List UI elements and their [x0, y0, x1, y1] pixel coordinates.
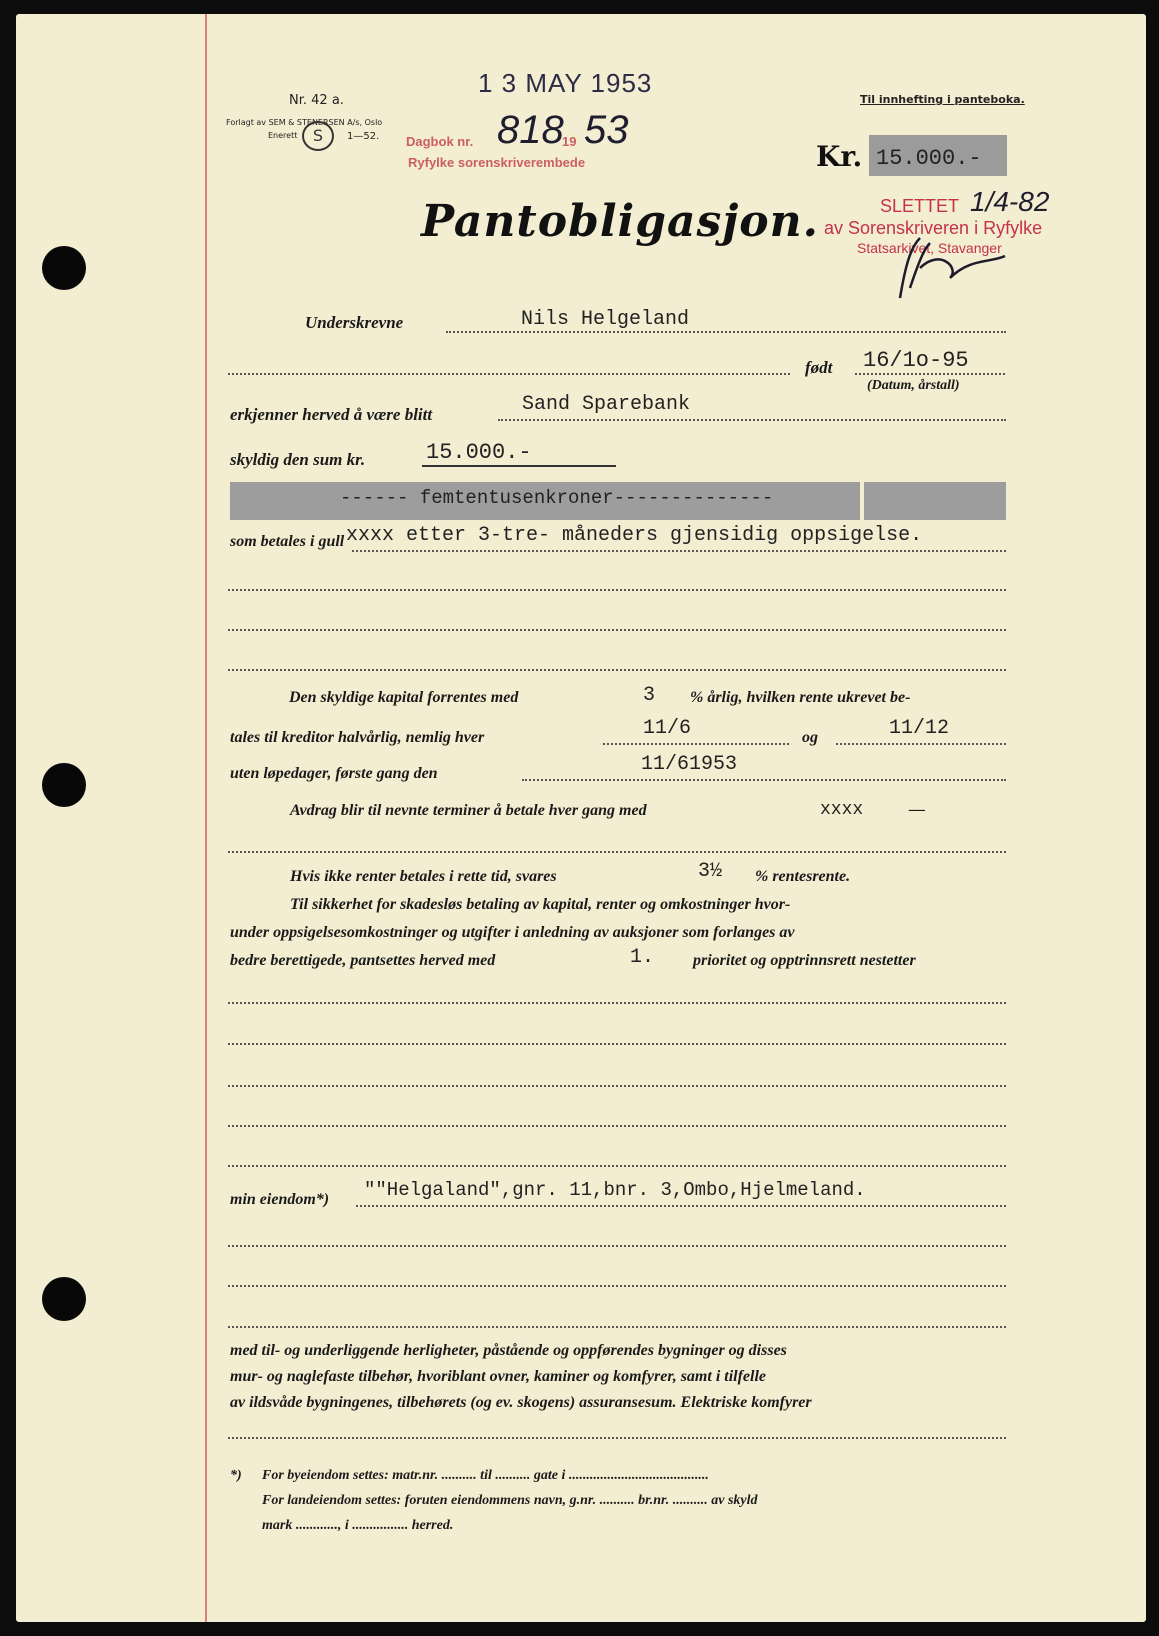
rentesrente-text: Hvis ikke renter betales i rette tid, svares — [290, 868, 557, 885]
margin-line — [205, 14, 207, 1622]
publisher-enerett: Enerett — [268, 131, 298, 140]
deletion-stamp-office: av Sorenskriveren i Ryfylke — [824, 218, 1043, 238]
office-stamp: Ryfylke sorenskriverembede — [408, 155, 586, 170]
punch-hole — [42, 1277, 86, 1321]
interest-rate: 3 — [643, 684, 656, 707]
dagbok-year: 53 — [584, 108, 629, 152]
blank-line — [228, 589, 1006, 591]
security-text-3-cont: prioritet og opptrinnsrett nestetter — [693, 952, 916, 969]
first-date-line — [522, 779, 1006, 781]
blank-line — [228, 373, 790, 375]
deletion-date: 1/4-82 — [970, 186, 1050, 217]
blank-line — [228, 669, 1006, 671]
deletion-stamp-archive: Statsarkivet, Stavanger — [857, 240, 1002, 256]
property-label: min eiendom*) — [230, 1191, 330, 1208]
blank-line — [228, 1437, 1006, 1439]
security-text-3: bedre berettigede, pantsettes herved med — [230, 952, 496, 969]
avdrag-value: xxxx — [820, 800, 864, 820]
date1-line — [603, 743, 789, 745]
interest-text: Den skyldige kapital forrentes med — [289, 689, 519, 706]
underskrevne-value: Nils Helgeland — [521, 308, 690, 331]
kr-amount: 15.000.- — [876, 146, 982, 171]
underskrevne-label: Underskrevne — [305, 313, 404, 332]
fodt-line — [855, 373, 1005, 375]
fodt-value: 16/1o-95 — [863, 348, 969, 373]
blank-line — [228, 1326, 1006, 1328]
publisher-logo: S — [302, 121, 334, 151]
publisher-line: Forlagt av SEM & STENERSEN A/s, Oslo — [226, 118, 383, 127]
first-payment-date: 11/61953 — [641, 753, 738, 776]
blank-line — [228, 1125, 1006, 1127]
registration-date-stamp: 1 3 MAY 1953 — [478, 68, 653, 98]
footnote-mark: *) — [230, 1468, 242, 1483]
blank-line — [228, 1002, 1006, 1004]
amount-words-box-end — [864, 482, 1006, 520]
punch-hole — [42, 763, 86, 807]
form-number: Nr. 42 a. — [289, 93, 344, 108]
blank-line — [228, 629, 1006, 631]
dagbok-number: 818 — [497, 108, 564, 152]
rentesrente-text-cont: % rentesrente. — [755, 868, 851, 885]
avdrag-text: Avdrag blir til nevnte terminer å betale hver gang med — [290, 802, 647, 819]
skyldig-line — [422, 465, 616, 467]
underskrevne-line — [446, 331, 1006, 333]
fodt-label: født — [805, 358, 833, 377]
betales-line — [352, 550, 1006, 552]
kr-label: Kr. — [816, 140, 863, 173]
interest-og: og — [802, 729, 818, 746]
punch-hole — [42, 246, 86, 290]
blank-line — [228, 851, 1006, 853]
erkjenner-value: Sand Sparebank — [522, 393, 691, 416]
blank-line — [228, 1043, 1006, 1045]
footnote-line-1: For byeiendom settes: matr.nr. .......... til .......... gate i ........................................ — [262, 1468, 709, 1483]
paragraph-line-1: med til- og underliggende herligheter, påstående og oppførendes bygninger og disses — [230, 1342, 787, 1359]
property-value: ""Helgaland",gnr. 11,bnr. 3,Ombo,Hjelmeland. — [364, 1179, 866, 1201]
betales-value: xxxx etter 3-tre- måneders gjensidig oppsigelse. — [346, 524, 923, 547]
dagbok-year-prefix: 19 — [562, 134, 577, 149]
blank-line — [228, 1165, 1006, 1167]
publisher-date: 1—52. — [347, 131, 380, 142]
skyldig-label: skyldig den sum kr. — [230, 450, 366, 469]
blank-line — [228, 1085, 1006, 1087]
dagbok-label: Dagbok nr. — [406, 134, 474, 149]
blank-line — [228, 1245, 1006, 1247]
paragraph-line-2: mur- og naglefaste tilbehør, hvoriblant ovner, kaminer og komfyrer, samt i tilfelle — [230, 1368, 767, 1385]
erkjenner-line — [498, 419, 1006, 421]
rentesrente-value: 3½ — [698, 860, 723, 883]
erkjenner-label: erkjenner herved å være blitt — [230, 405, 433, 424]
document-title: Pantobligasjon. — [421, 196, 819, 247]
first-payment-label: uten løpedager, første gang den — [230, 765, 438, 782]
date2-line — [836, 743, 1006, 745]
footnote-line-2: For landeiendom settes: foruten eiendommens navn, g.nr. .......... br.nr. .......... av skyld — [262, 1493, 758, 1508]
binding-note: Til innhefting i panteboka. — [860, 93, 1025, 106]
interest-text-2: tales til kreditor halvårlig, nemlig hver — [230, 729, 485, 746]
fodt-hint: (Datum, årstall) — [867, 378, 960, 393]
interest-date-2: 11/12 — [889, 717, 950, 740]
property-line — [356, 1205, 1006, 1207]
betales-label: som betales i gull — [230, 533, 345, 550]
skyldig-value: 15.000.- — [426, 440, 532, 465]
signature — [880, 228, 1020, 308]
deletion-stamp-title: SLETTET — [880, 196, 960, 216]
security-text-2: under oppsigelsesomkostninger og utgifter i anledning av auksjoner som forlanges av — [230, 924, 795, 941]
priority-value: 1. — [630, 946, 655, 969]
interest-date-1: 11/6 — [643, 717, 692, 740]
paragraph-line-3: av ildsvåde bygningenes, tilbehørets (og ev. skogens) assuransesum. Elektriske komfyrer — [230, 1394, 812, 1411]
security-text-1: Til sikkerhet for skadesløs betaling av kapital, renter og omkostninger hvor- — [290, 896, 791, 913]
interest-text-cont: % årlig, hvilken rente ukrevet be- — [690, 689, 911, 706]
avdrag-dash: — — [909, 801, 925, 818]
blank-line — [228, 1285, 1006, 1287]
amount-words: ------ femtentusenkroner-------------- — [340, 487, 774, 509]
footnote-line-3: mark ............, i ................ herred. — [262, 1518, 454, 1533]
